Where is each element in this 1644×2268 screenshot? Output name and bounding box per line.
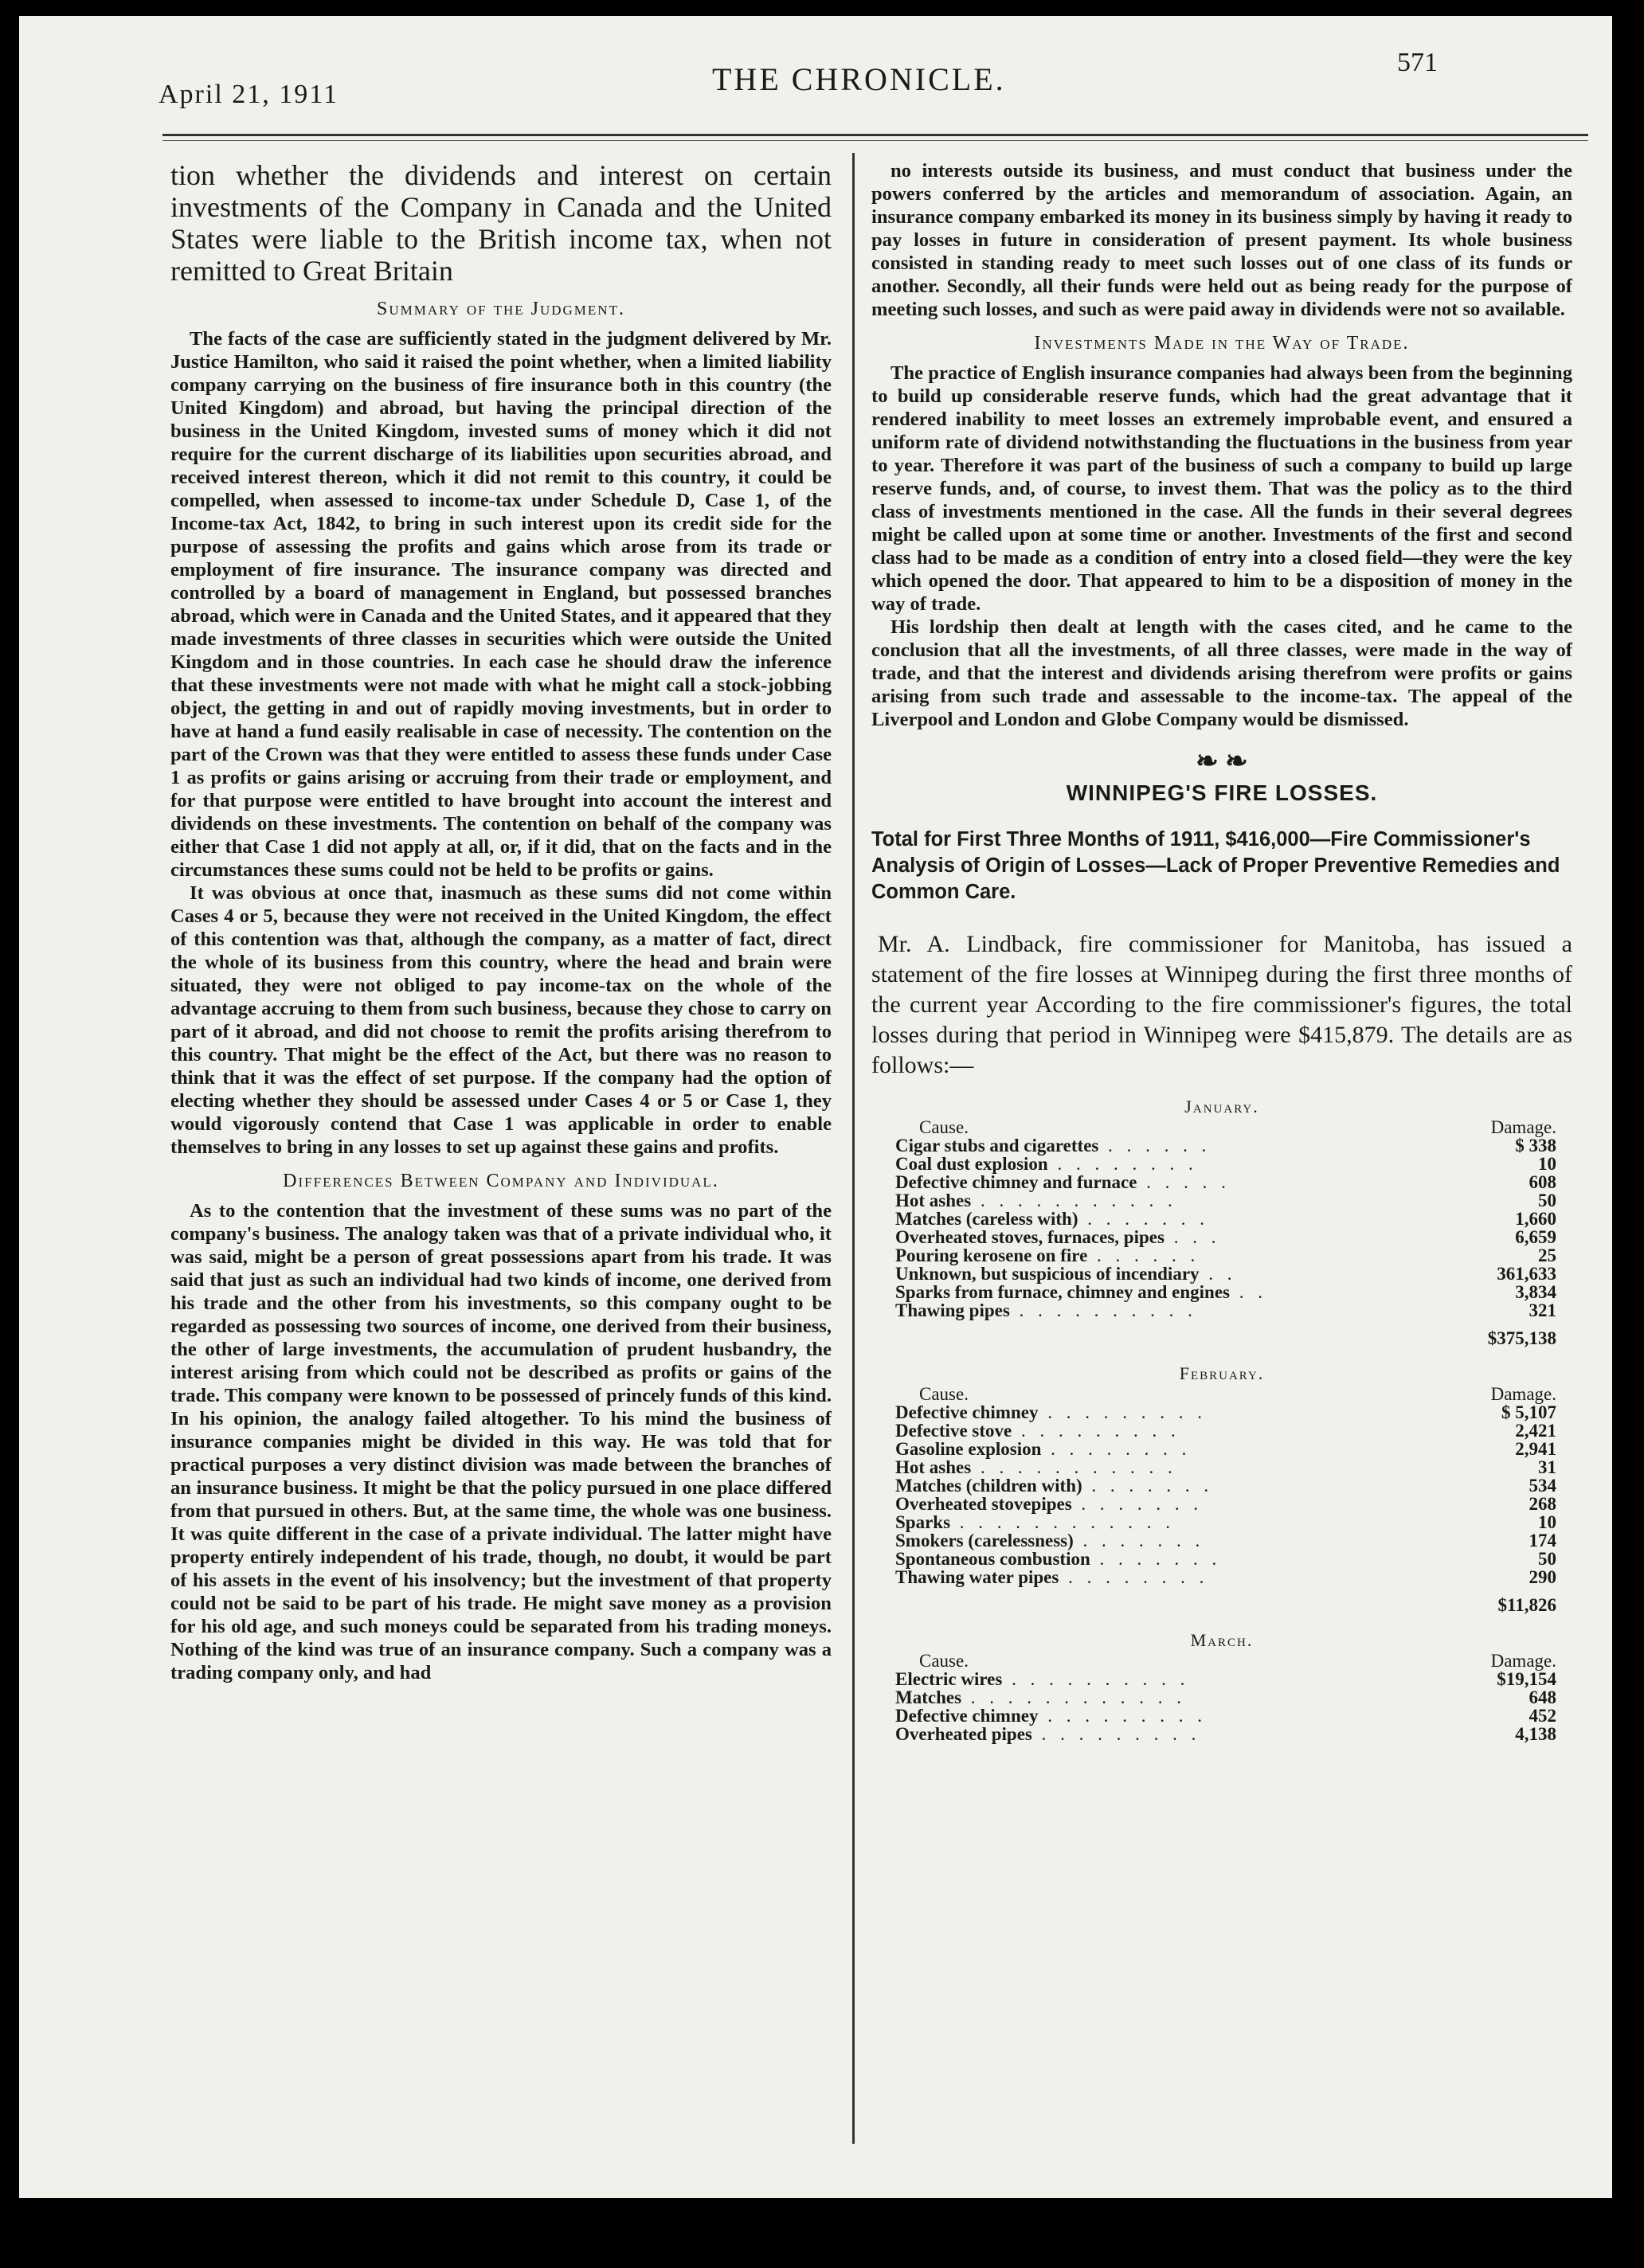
loss-cause-text: Matches (careless with) bbox=[895, 1209, 1078, 1229]
loss-cause bbox=[895, 1495, 1437, 1513]
table-row bbox=[895, 1265, 1556, 1283]
january-losses-table bbox=[895, 1118, 1556, 1347]
loss-cause-text: Cigar stubs and cigarettes bbox=[895, 1136, 1099, 1156]
loss-amount: 361,633 bbox=[1497, 1264, 1556, 1284]
damage-column-header: Damage. bbox=[1490, 1384, 1556, 1404]
table-row bbox=[895, 1495, 1556, 1513]
table-row bbox=[895, 1725, 1556, 1743]
loss-cause-text: Defective chimney and furnace bbox=[895, 1172, 1137, 1192]
article-paragraph: His lordship then dealt at length with the cases cited, and he came to the conclusion that all the investments, of all three classes, were made in the way of trade, and that the interest and dividends arising therefrom were profits or gains arising from such trade and assessable to the income-tax. The appeal of the Liverpool and London and Globe Company would be dismissed. bbox=[871, 616, 1572, 730]
loss-amount: 6,659 bbox=[1515, 1227, 1556, 1247]
leader-dots: . . . . . . bbox=[1087, 1245, 1200, 1265]
leader-dots: . . . . . . . bbox=[1073, 1531, 1205, 1550]
loss-cause-text: Hot ashes bbox=[895, 1457, 972, 1477]
leader-dots: . . . . . . . bbox=[1078, 1209, 1210, 1229]
loss-total: $11,826 bbox=[1497, 1595, 1556, 1615]
table-total-row bbox=[895, 1320, 1556, 1347]
loss-cause-text: Overheated stovepipes bbox=[895, 1494, 1072, 1514]
table-header-row bbox=[895, 1385, 1556, 1403]
section-heading: Investments Made in the Way of Trade. bbox=[1034, 333, 1410, 354]
continued-lead-text: tion whether the dividends and interest on certain investments of the Company in Canada and the United States were liable to the British income tax, when not remitted to Great Britain bbox=[170, 159, 832, 287]
loss-amount: 2,421 bbox=[1515, 1421, 1556, 1441]
february-losses-table bbox=[895, 1385, 1556, 1614]
table-month-march: March. bbox=[1190, 1630, 1254, 1650]
loss-amount: 50 bbox=[1538, 1549, 1556, 1569]
header-rule bbox=[162, 134, 1588, 136]
loss-amount: 321 bbox=[1529, 1300, 1556, 1320]
leader-dots: . . . . . . . . bbox=[1047, 1154, 1198, 1174]
page-number: 571 bbox=[1397, 48, 1438, 77]
leader-dots: . . . . . . . bbox=[1082, 1476, 1214, 1496]
loss-amount: 25 bbox=[1538, 1245, 1556, 1265]
table-row bbox=[895, 1688, 1556, 1707]
loss-cause-text: Electric wires bbox=[895, 1669, 1003, 1689]
table-row bbox=[895, 1531, 1556, 1550]
leader-dots: . . . . . . . . . bbox=[1012, 1421, 1180, 1441]
loss-cause bbox=[895, 1155, 1437, 1173]
loss-cause-text: Pouring kerosene on fire bbox=[895, 1245, 1088, 1265]
loss-cause-text: Gasoline explosion bbox=[895, 1439, 1042, 1459]
loss-cause-text: Thawing water pipes bbox=[895, 1567, 1059, 1587]
loss-cause-text: Matches bbox=[895, 1687, 962, 1707]
loss-amount: $19,154 bbox=[1497, 1669, 1556, 1689]
section-heading: Differences Between Company and Individual. bbox=[283, 1171, 719, 1191]
loss-total: $375,138 bbox=[1487, 1328, 1556, 1348]
right-column bbox=[871, 159, 1572, 1743]
total-spacer bbox=[895, 1586, 1437, 1614]
loss-cause bbox=[895, 1725, 1437, 1743]
loss-cause-text: Matches (children with) bbox=[895, 1476, 1082, 1496]
loss-cause bbox=[895, 1301, 1437, 1320]
table-header-row bbox=[895, 1118, 1556, 1136]
table-row bbox=[895, 1403, 1556, 1421]
damage-column-header: Damage. bbox=[1490, 1117, 1556, 1137]
table-row bbox=[895, 1476, 1556, 1495]
header-rule-thin bbox=[162, 140, 1588, 141]
loss-cause-text: Defective chimney bbox=[895, 1402, 1039, 1422]
loss-amount: 10 bbox=[1538, 1154, 1556, 1174]
loss-cause-text: Defective stove bbox=[895, 1421, 1012, 1441]
loss-amount: 10 bbox=[1538, 1512, 1556, 1532]
table-row bbox=[895, 1136, 1556, 1155]
loss-cause-text: Sparks bbox=[895, 1512, 951, 1532]
table-row bbox=[895, 1707, 1556, 1725]
table-row bbox=[895, 1550, 1556, 1568]
loss-cause bbox=[895, 1476, 1437, 1495]
loss-amount: 3,834 bbox=[1515, 1282, 1556, 1302]
article-intro: Mr. A. Lindback, fire commissioner for Manitoba, has issued a statement of the fire losses at Winnipeg during the first three months of the current year According to the fire commissioner's figures, the total losses during that period in Winnipeg were $415,879. The details are as follows:— bbox=[871, 931, 1572, 1078]
loss-cause bbox=[895, 1228, 1437, 1246]
cause-column-header: Cause. bbox=[919, 1384, 969, 1404]
leader-dots: . . . . . bbox=[1137, 1172, 1231, 1192]
article-paragraph: The facts of the case are sufficiently stated in the judgment delivered by Mr. Justice Hamilton, who said it raised the point whether, when a limited liability company carrying on the business of fire insurance both in this country (the United Kingdom) and abroad, but having the principal direction of the business in the United Kingdom, invested sums of money which it did not require for the current discharge of its liabilities upon securities abroad, and received interest thereon, which it did not remit to this country, it could be compelled, when assessed to income-tax under Schedule D, Case 1, of the Income-tax Act, 1842, to bring in such interest upon its credit side for the purpose of assessing the profits and gains which arose from its trade or employment of fire insurance. The insurance company was directed and controlled by a board of management in England, but possessed branches abroad, which were in Canada and the United States, and it appeared that they made investments of three classes in securities which were outside the United Kingdom and in those countries. In each case he should draw the inference that these investments were not made with what he might call a stock-jobbing object, the getting in and out of rapidly moving investments, but in order to have at hand a fund easily realisable in case of necessity. The contention on the part of the Crown was that they were entitled to assess these funds under Case 1 as profits or gains arising or accruing from their trade or employment, and for that purpose were entitled to have brought into account the interest and dividends on these investments. The contention on behalf of the company was either that Case 1 did not apply at all, or, if it did, that on the facts and in the circumstances these sums could not be held to be profits or gains. bbox=[170, 328, 832, 881]
table-row bbox=[895, 1246, 1556, 1265]
article-deck: Total for First Three Months of 1911, $416,000—Fire Commissioner's Analysis of Origin of Losses—Lack of Proper Preventive Remedies and Common Care. bbox=[871, 828, 1560, 903]
loss-cause-text: Unknown, but suspicious of incendiary bbox=[895, 1264, 1200, 1284]
table-row bbox=[895, 1301, 1556, 1320]
table-row bbox=[895, 1210, 1556, 1228]
leader-dots: . . . bbox=[1164, 1227, 1221, 1247]
table-row bbox=[895, 1228, 1556, 1246]
table-month-january: January. bbox=[1184, 1097, 1259, 1116]
loss-amount: 50 bbox=[1538, 1191, 1556, 1210]
loss-amount: 2,941 bbox=[1515, 1439, 1556, 1459]
leader-dots: . . . . . . . . . . . bbox=[971, 1457, 1177, 1477]
table-total-row bbox=[895, 1586, 1556, 1614]
masthead: THE CHRONICLE. bbox=[712, 61, 1006, 97]
loss-cause-text: Overheated stoves, furnaces, pipes bbox=[895, 1227, 1164, 1247]
loss-cause-text: Hot ashes bbox=[895, 1191, 972, 1210]
total-spacer bbox=[895, 1320, 1437, 1347]
loss-cause bbox=[895, 1403, 1437, 1421]
leader-dots: . . . . . . . . . . bbox=[1002, 1669, 1190, 1689]
loss-cause-text: Spontaneous combustion bbox=[895, 1549, 1090, 1569]
table-row bbox=[895, 1458, 1556, 1476]
loss-cause bbox=[895, 1513, 1437, 1531]
loss-cause-text: Thawing pipes bbox=[895, 1300, 1010, 1320]
loss-amount: $ 5,107 bbox=[1501, 1402, 1556, 1422]
loss-amount: 1,660 bbox=[1515, 1209, 1556, 1229]
leader-dots: . . . . . . . . bbox=[1041, 1439, 1192, 1459]
damage-column-header: Damage. bbox=[1490, 1651, 1556, 1671]
march-losses-table bbox=[895, 1652, 1556, 1743]
loss-cause bbox=[895, 1265, 1437, 1283]
article-paragraph: As to the contention that the investment of these sums was no part of the company's business. The analogy taken was that of a private individual who, it was said, might be a person of great possessions apart from his trade. It was said that just as such an individual had two kinds of income, one derived from his trade and the other from his investments, so this company ought to be regarded as possessing two sources of income, one derived from their business, the other of large investments, the accumulation of prudent husbandry, the interest arising from which could not be described as profits or gains of the trade. This company were known to be possessed of princely funds of this kind. In his opinion, the analogy failed altogether. To his mind the business of insurance companies might be divided in this way. He was told that for practical purposes a very distinct division was made between the branches of an insurance business. It might be that the policy pursued in one place differed from that pursued in others. But, at the same time, the whole was one business. It was quite different in the case of a private individual. The latter might have property entirely independent of his trade, though, no doubt, it would be part of his assets in the event of his insolvency; but the investment of that property could not be said to be part of his trade. He might save money as a provision for his old age, and such moneys could be separated from his trading moneys. Nothing of the kind was true of an insurance company. Such a company was a trading company only, and had bbox=[170, 1200, 832, 1683]
loss-cause-text: Defective chimney bbox=[895, 1706, 1039, 1726]
loss-cause bbox=[895, 1421, 1437, 1440]
loss-cause-text: Sparks from furnace, chimney and engines bbox=[895, 1282, 1230, 1302]
article-title: WINNIPEG'S FIRE LOSSES. bbox=[1066, 780, 1378, 805]
column-divider bbox=[852, 153, 855, 2144]
table-row bbox=[895, 1670, 1556, 1688]
loss-cause bbox=[895, 1440, 1437, 1458]
leader-dots: . . . . . . . bbox=[1071, 1494, 1204, 1514]
loss-amount: 290 bbox=[1529, 1567, 1556, 1587]
loss-cause bbox=[895, 1707, 1437, 1725]
leader-dots: . . . . . . . . . bbox=[1038, 1706, 1207, 1726]
loss-amount: 268 bbox=[1529, 1494, 1556, 1514]
leader-dots: . . . . . . . . bbox=[1059, 1567, 1209, 1587]
leader-dots: . . . . . . . . . bbox=[1031, 1724, 1201, 1744]
loss-cause bbox=[895, 1136, 1437, 1155]
section-ornament: ❧ ❧ bbox=[1196, 747, 1248, 776]
table-row bbox=[895, 1513, 1556, 1531]
loss-cause-text: Smokers (carelessness) bbox=[895, 1531, 1074, 1550]
loss-cause bbox=[895, 1688, 1437, 1707]
table-row bbox=[895, 1568, 1556, 1586]
loss-cause bbox=[895, 1550, 1437, 1568]
leader-dots: . . . . . . . bbox=[1090, 1549, 1222, 1569]
newspaper-page bbox=[19, 16, 1612, 2198]
table-month-february: February. bbox=[1179, 1363, 1265, 1383]
article-paragraph: no interests outside its business, and must conduct that business under the powers conferred by the articles and memorandum of association. Again, an insurance company embarked its money in its business simply by having it ready to pay losses in future in consideration of present payment. Its whole business consisted in standing ready to meet such losses out of one class of its funds or another. Secondly, all their funds were held out as being ready for the purpose of meeting such losses, and such as were paid away in dividends were not so available. bbox=[871, 160, 1572, 320]
left-column bbox=[170, 159, 832, 1684]
loss-amount: 4,138 bbox=[1515, 1724, 1556, 1744]
cause-column-header: Cause. bbox=[919, 1651, 969, 1671]
article-paragraph: The practice of English insurance companies had always been from the beginning to build up considerable reserve funds, which had the great advantage that it rendered inability to meet losses an extremely improbable event, and ensured a uniform rate of dividend notwithstanding the fluctuations in the business from year to year. Therefore it was part of the business of such a company to build up large reserve funds, and, of course, to invest them. That was the policy as to the third class of investments mentioned in the case. All the funds in their several degrees might be called upon at some time or another. Investments of the first and second class had to be made as a condition of entry into a closed field—they were the key which opened the door. That appeared to him to be a disposition of money in the way of trade. bbox=[871, 362, 1572, 615]
table-row bbox=[895, 1155, 1556, 1173]
table-row bbox=[895, 1421, 1556, 1440]
loss-cause-text: Overheated pipes bbox=[895, 1724, 1032, 1744]
loss-cause bbox=[895, 1568, 1437, 1586]
issue-date: April 21, 1911 bbox=[159, 80, 339, 109]
loss-cause bbox=[895, 1246, 1437, 1265]
loss-cause bbox=[895, 1670, 1437, 1688]
table-header-row bbox=[895, 1652, 1556, 1670]
leader-dots: . . . . . . bbox=[1098, 1136, 1211, 1156]
cause-column-header: Cause. bbox=[919, 1117, 969, 1137]
leader-dots: . . bbox=[1199, 1264, 1237, 1284]
table-row bbox=[895, 1283, 1556, 1301]
loss-cause bbox=[895, 1458, 1437, 1476]
leader-dots: . . . . . . . . . . bbox=[1009, 1300, 1197, 1320]
table-row bbox=[895, 1191, 1556, 1210]
loss-cause bbox=[895, 1283, 1437, 1301]
leader-dots: . . bbox=[1230, 1282, 1267, 1302]
leader-dots: . . . . . . . . . . . . bbox=[961, 1687, 1187, 1707]
leader-dots: . . . . . . . . . . . bbox=[971, 1191, 1177, 1210]
loss-cause bbox=[895, 1173, 1437, 1191]
loss-amount: 648 bbox=[1529, 1687, 1556, 1707]
article-paragraph: It was obvious at once that, inasmuch as these sums did not come within Cases 4 or 5, because they were not received in the United Kingdom, the effect of this contention was that, although the company, as a matter of fact, direct the whole of its business from this country, where the head and brain were situated, they were not obliged to pay income-tax on the whole of the advantage accruing to them from such business, because they chose to carry on part of it abroad, and did not choose to remit the profits arising therefrom to this country. That might be the effect of the Act, but there was no reason to think that it was the effect of set purpose. If the company had the option of electing whether they should be assessed under Cases 4 or 5 or Case 1, they would vigorously contend that Case 1 was applicable in order to enable themselves to bring in any losses to set up against these gains and profits. bbox=[170, 882, 832, 1158]
leader-dots: . . . . . . . . . . . . bbox=[950, 1512, 1176, 1532]
table-row bbox=[895, 1440, 1556, 1458]
section-heading: Summary of the Judgment. bbox=[377, 299, 625, 319]
leader-dots: . . . . . . . . . bbox=[1038, 1402, 1207, 1422]
table-row bbox=[895, 1173, 1556, 1191]
loss-amount: 31 bbox=[1538, 1457, 1556, 1477]
loss-cause bbox=[895, 1210, 1437, 1228]
loss-amount: 534 bbox=[1529, 1476, 1556, 1496]
loss-amount: 452 bbox=[1529, 1706, 1556, 1726]
loss-cause bbox=[895, 1531, 1437, 1550]
loss-amount: $ 338 bbox=[1515, 1136, 1556, 1156]
loss-cause-text: Coal dust explosion bbox=[895, 1154, 1048, 1174]
loss-amount: 174 bbox=[1529, 1531, 1556, 1550]
loss-amount: 608 bbox=[1529, 1172, 1556, 1192]
loss-cause bbox=[895, 1191, 1437, 1210]
